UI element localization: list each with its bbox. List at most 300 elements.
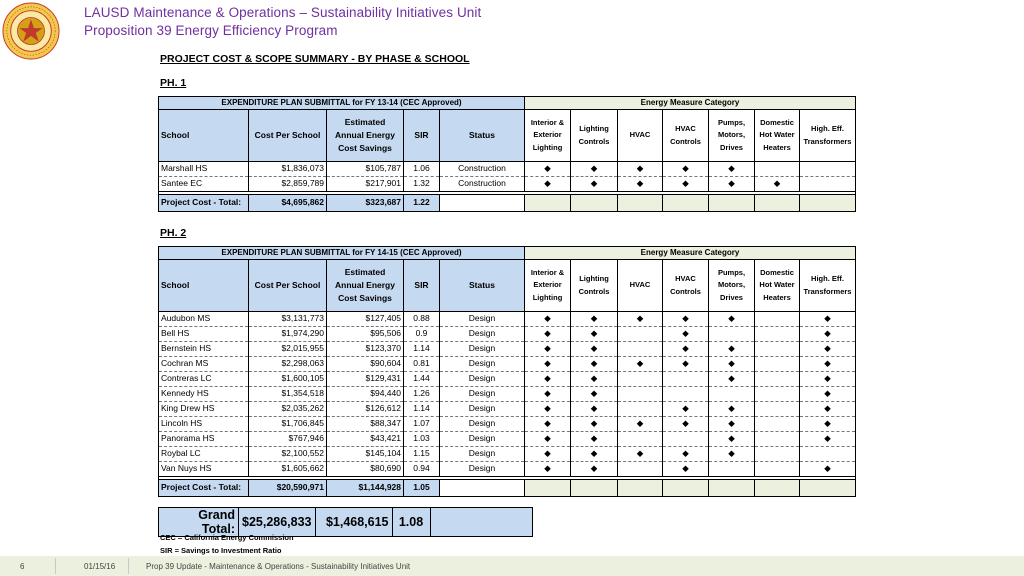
measure-cell (663, 387, 709, 402)
footer-text: Prop 39 Update - Maintenance & Operations - Sustainability Initiatives Unit (146, 562, 411, 571)
measure-cell (663, 462, 709, 477)
total-measure-blank (800, 195, 856, 212)
energy-savings: $145,104 (327, 447, 404, 462)
diamond-marker-icon: ◆ (682, 328, 689, 339)
cost-per-school: $1,605,662 (249, 462, 327, 477)
status-value: Design (440, 432, 525, 447)
diamond-marker-icon: ◆ (544, 418, 551, 429)
energy-savings: $88,347 (327, 417, 404, 432)
table-row (159, 342, 856, 357)
measure-cell (525, 462, 571, 477)
diamond-marker-icon: ◆ (544, 343, 551, 354)
diamond-marker-icon: ◆ (728, 313, 735, 324)
school-name: Cochran MS (159, 357, 249, 372)
measure-cell (755, 177, 800, 192)
status-value: Construction (440, 177, 525, 192)
col-status: Status (440, 110, 525, 162)
table-row (159, 417, 856, 432)
measure-cell (709, 342, 755, 357)
diamond-marker-icon: ◆ (544, 178, 551, 189)
diamond-marker-icon: ◆ (590, 313, 598, 324)
measure-cell (755, 327, 800, 342)
cost-per-school: $1,706,845 (249, 417, 327, 432)
status-value: Design (440, 402, 525, 417)
diamond-marker-icon: ◆ (824, 373, 831, 384)
measure-cell (800, 402, 856, 417)
col-measure: HVAC Controls (663, 260, 709, 312)
col-measure: Lighting Controls (571, 110, 618, 162)
diamond-marker-icon: ◆ (544, 388, 551, 399)
measure-cell (800, 162, 856, 177)
measure-cell (663, 357, 709, 372)
plan-header: EXPENDITURE PLAN SUBMITTAL for FY 14-15 (CEC Approved) (159, 247, 525, 260)
total-measure-blank (618, 480, 663, 497)
measure-cell (755, 462, 800, 477)
diamond-marker-icon: ◆ (590, 178, 598, 189)
cost-per-school: $2,859,789 (249, 177, 327, 192)
diamond-marker-icon: ◆ (728, 403, 735, 414)
diamond-marker-icon: ◆ (636, 313, 644, 324)
diamond-marker-icon: ◆ (824, 358, 831, 369)
measure-cell (618, 357, 663, 372)
sir-value: 0.9 (404, 327, 440, 342)
measure-cell (663, 162, 709, 177)
diamond-marker-icon: ◆ (544, 373, 551, 384)
diamond-marker-icon: ◆ (544, 403, 551, 414)
col-status: Status (440, 260, 525, 312)
sir-value: 0.88 (404, 312, 440, 327)
measure-cell (525, 432, 571, 447)
diamond-marker-icon: ◆ (824, 328, 831, 339)
sir-value: 1.14 (404, 402, 440, 417)
col-school: School (159, 110, 249, 162)
measure-cell (525, 357, 571, 372)
diamond-marker-icon: ◆ (682, 358, 689, 369)
grand-total-label: Grand Total: (159, 508, 239, 537)
table-row (159, 387, 856, 402)
measure-cell (800, 462, 856, 477)
measure-cell (755, 432, 800, 447)
col-school: School (159, 260, 249, 312)
measure-cell (525, 417, 571, 432)
diamond-marker-icon: ◆ (544, 358, 551, 369)
sir-value: 1.26 (404, 387, 440, 402)
total-measure-blank (663, 195, 709, 212)
table-row (159, 432, 856, 447)
col-measure: Lighting Controls (571, 260, 618, 312)
diamond-marker-icon: ◆ (544, 163, 551, 174)
col-cost: Cost Per School (249, 110, 327, 162)
measure-cell (709, 372, 755, 387)
measure-cell (525, 177, 571, 192)
diamond-marker-icon: ◆ (728, 178, 735, 189)
diamond-marker-icon: ◆ (590, 463, 598, 474)
col-measure: Interior & Exterior Lighting (525, 110, 571, 162)
energy-savings: $123,370 (327, 342, 404, 357)
diamond-marker-icon: ◆ (590, 163, 598, 174)
school-name: King Drew HS (159, 402, 249, 417)
grand-total-savings: $1,468,615 (315, 508, 392, 537)
col-savings (327, 110, 404, 162)
measure-cell (800, 417, 856, 432)
footer-divider (55, 558, 56, 574)
school-name: Van Nuys HS (159, 462, 249, 477)
measure-cell (618, 162, 663, 177)
measure-cell (663, 447, 709, 462)
energy-savings: $105,787 (327, 162, 404, 177)
col-measure: HVAC (618, 260, 663, 312)
diamond-marker-icon: ◆ (728, 343, 735, 354)
diamond-marker-icon: ◆ (636, 448, 644, 459)
measure-cell (755, 402, 800, 417)
total-blank (440, 195, 525, 212)
diamond-marker-icon: ◆ (682, 418, 689, 429)
diamond-marker-icon: ◆ (590, 448, 598, 459)
energy-savings: $126,612 (327, 402, 404, 417)
measure-cell (709, 432, 755, 447)
status-value: Design (440, 462, 525, 477)
table-row (159, 357, 856, 372)
measure-cell (709, 447, 755, 462)
table-row (159, 162, 856, 177)
phase2-label: PH. 2 (160, 227, 187, 239)
measure-cell (571, 417, 618, 432)
status-value: Design (440, 447, 525, 462)
diamond-marker-icon: ◆ (590, 358, 598, 369)
cost-per-school: $1,354,518 (249, 387, 327, 402)
measure-cell (663, 417, 709, 432)
col-measure: Pumps, Motors, Drives (709, 110, 755, 162)
measure-cell (800, 387, 856, 402)
measure-cell (525, 342, 571, 357)
total-row (159, 480, 856, 497)
measure-cell (709, 162, 755, 177)
status-value: Construction (440, 162, 525, 177)
measure-cell (709, 357, 755, 372)
measure-cell (755, 162, 800, 177)
total-measure-blank (709, 195, 755, 212)
table-row (159, 177, 856, 192)
total-measure-blank (709, 480, 755, 497)
measure-cell (755, 387, 800, 402)
energy-savings: $129,431 (327, 372, 404, 387)
diamond-marker-icon: ◆ (682, 448, 689, 459)
col-savings-line: Cost Savings (338, 143, 392, 153)
status-value: Design (440, 312, 525, 327)
table-row (159, 312, 856, 327)
energy-savings: $90,604 (327, 357, 404, 372)
sir-value: 1.15 (404, 447, 440, 462)
diamond-marker-icon: ◆ (544, 448, 551, 459)
diamond-marker-icon: ◆ (636, 178, 644, 189)
measure-cell (571, 402, 618, 417)
table-row (159, 372, 856, 387)
sir-value: 1.06 (404, 162, 440, 177)
diamond-marker-icon: ◆ (590, 388, 598, 399)
diamond-marker-icon: ◆ (824, 463, 831, 474)
measure-cell (618, 327, 663, 342)
diamond-marker-icon: ◆ (728, 163, 735, 174)
measure-cell (800, 327, 856, 342)
col-measure: Interior & Exterior Lighting (525, 260, 571, 312)
measure-cell (571, 177, 618, 192)
col-measure: HVAC (618, 110, 663, 162)
sir-value: 1.14 (404, 342, 440, 357)
diamond-marker-icon: ◆ (728, 358, 735, 369)
measure-cell (755, 312, 800, 327)
measure-cell (618, 432, 663, 447)
energy-savings: $43,421 (327, 432, 404, 447)
measure-cell (571, 162, 618, 177)
diamond-marker-icon: ◆ (682, 343, 689, 354)
status-value: Design (440, 417, 525, 432)
diamond-marker-icon: ◆ (590, 418, 598, 429)
total-measure-blank (525, 195, 571, 212)
col-measure: High. Eff. Transformers (800, 260, 856, 312)
grand-total-sir: 1.08 (392, 508, 430, 537)
measure-cell (571, 447, 618, 462)
diamond-marker-icon: ◆ (590, 433, 598, 444)
measure-cell (571, 357, 618, 372)
measure-cell (618, 342, 663, 357)
measure-cell (525, 387, 571, 402)
diamond-marker-icon: ◆ (728, 418, 735, 429)
total-measure-blank (571, 195, 618, 212)
measure-cell (800, 447, 856, 462)
footer-date: 01/15/16 (84, 562, 116, 571)
measure-cell (755, 417, 800, 432)
energy-savings: $217,901 (327, 177, 404, 192)
measure-cell (755, 342, 800, 357)
status-value: Design (440, 372, 525, 387)
measure-cell (571, 312, 618, 327)
total-sir: 1.05 (404, 480, 440, 497)
diamond-marker-icon: ◆ (682, 313, 689, 324)
footer-bar (0, 556, 1024, 576)
cost-per-school: $1,836,073 (249, 162, 327, 177)
school-name: Bernstein HS (159, 342, 249, 357)
status-value: Design (440, 327, 525, 342)
header-title: LAUSD Maintenance & Operations – Sustainability Initiatives Unit (84, 5, 482, 20)
measure-cell (525, 162, 571, 177)
total-measure-blank (525, 480, 571, 497)
col-measure: High. Eff. Transformers (800, 110, 856, 162)
grand-total-cost: $25,286,833 (239, 508, 316, 537)
sir-value: 1.07 (404, 417, 440, 432)
measure-cell (663, 342, 709, 357)
col-savings-line: Cost Savings (338, 293, 392, 303)
measure-cell (800, 312, 856, 327)
col-savings-line: Annual Energy (335, 280, 395, 290)
school-name: Kennedy HS (159, 387, 249, 402)
col-sir: SIR (404, 260, 440, 312)
table-row (159, 462, 856, 477)
measure-cell (755, 372, 800, 387)
sir-value: 1.32 (404, 177, 440, 192)
total-measure-blank (755, 480, 800, 497)
diamond-marker-icon: ◆ (824, 403, 831, 414)
col-savings-line: Annual Energy (335, 130, 395, 140)
measure-cell (663, 432, 709, 447)
measure-cell (618, 312, 663, 327)
plan-header: EXPENDITURE PLAN SUBMITTAL for FY 13-14 (CEC Approved) (159, 97, 525, 110)
diamond-marker-icon: ◆ (636, 418, 644, 429)
col-savings (327, 260, 404, 312)
diamond-marker-icon: ◆ (824, 313, 831, 324)
school-name: Bell HS (159, 327, 249, 342)
measure-cell (800, 357, 856, 372)
diamond-marker-icon: ◆ (590, 403, 598, 414)
cost-per-school: $2,100,552 (249, 447, 327, 462)
school-name: Lincoln HS (159, 417, 249, 432)
total-blank (440, 480, 525, 497)
measure-cell (709, 387, 755, 402)
status-value: Design (440, 342, 525, 357)
energy-category-header: Energy Measure Category (525, 97, 856, 110)
diamond-marker-icon: ◆ (682, 178, 689, 189)
diamond-marker-icon: ◆ (636, 358, 644, 369)
measure-cell (755, 447, 800, 462)
status-value: Design (440, 387, 525, 402)
diamond-marker-icon: ◆ (773, 178, 781, 189)
total-row (159, 195, 856, 212)
total-savings: $323,687 (327, 195, 404, 212)
grand-total-blank (430, 508, 532, 537)
diamond-marker-icon: ◆ (590, 343, 598, 354)
cost-per-school: $2,015,955 (249, 342, 327, 357)
col-measure: Domestic Hot Water Heaters (755, 110, 800, 162)
diamond-marker-icon: ◆ (728, 373, 735, 384)
measure-cell (709, 417, 755, 432)
measure-cell (618, 447, 663, 462)
measure-cell (618, 177, 663, 192)
cost-per-school: $2,035,262 (249, 402, 327, 417)
total-cost: $20,590,971 (249, 480, 327, 497)
total-sir: 1.22 (404, 195, 440, 212)
diamond-marker-icon: ◆ (590, 328, 598, 339)
measure-cell (800, 432, 856, 447)
summary-title: PROJECT COST & SCOPE SUMMARY - BY PHASE & SCHOOL (160, 53, 470, 65)
col-savings-line: Estimated (344, 117, 386, 127)
measure-cell (571, 372, 618, 387)
total-measure-blank (663, 480, 709, 497)
col-savings-line: Estimated (344, 267, 386, 277)
col-measure: Pumps, Motors, Drives (709, 260, 755, 312)
measure-cell (709, 312, 755, 327)
total-measure-blank (571, 480, 618, 497)
measure-cell (525, 327, 571, 342)
diamond-marker-icon: ◆ (728, 448, 735, 459)
school-name: Santee EC (159, 177, 249, 192)
phase2-table (158, 246, 856, 497)
col-cost: Cost Per School (249, 260, 327, 312)
measure-cell (800, 177, 856, 192)
diamond-marker-icon: ◆ (544, 313, 551, 324)
diamond-marker-icon: ◆ (728, 433, 735, 444)
total-measure-blank (618, 195, 663, 212)
diamond-marker-icon: ◆ (544, 463, 551, 474)
note-sir: SIR = Savings to Investment Ratio (160, 546, 282, 555)
measure-cell (618, 462, 663, 477)
table-row (159, 327, 856, 342)
lausd-seal-logo (2, 2, 60, 60)
cost-per-school: $3,131,773 (249, 312, 327, 327)
phase1-label: PH. 1 (160, 77, 187, 89)
measure-cell (525, 402, 571, 417)
total-cost: $4,695,862 (249, 195, 327, 212)
measure-cell (571, 387, 618, 402)
diamond-marker-icon: ◆ (544, 328, 551, 339)
diamond-marker-icon: ◆ (544, 433, 551, 444)
table-row (159, 447, 856, 462)
col-measure: HVAC Controls (663, 110, 709, 162)
cost-per-school: $1,974,290 (249, 327, 327, 342)
phase1-table (158, 96, 856, 212)
diamond-marker-icon: ◆ (682, 403, 689, 414)
measure-cell (571, 327, 618, 342)
measure-cell (663, 402, 709, 417)
diamond-marker-icon: ◆ (824, 388, 831, 399)
energy-savings: $127,405 (327, 312, 404, 327)
cost-per-school: $2,298,063 (249, 357, 327, 372)
note-cec: CEC = California Energy Commission (160, 533, 294, 542)
page-number: 6 (20, 562, 25, 571)
measure-cell (525, 312, 571, 327)
measure-cell (709, 327, 755, 342)
measure-cell (663, 327, 709, 342)
measure-cell (618, 402, 663, 417)
diamond-marker-icon: ◆ (824, 343, 831, 354)
diamond-marker-icon: ◆ (590, 373, 598, 384)
diamond-marker-icon: ◆ (682, 163, 689, 174)
diamond-marker-icon: ◆ (824, 418, 831, 429)
measure-cell (663, 372, 709, 387)
measure-cell (571, 462, 618, 477)
diamond-marker-icon: ◆ (824, 433, 831, 444)
measure-cell (525, 447, 571, 462)
measure-cell (709, 177, 755, 192)
measure-cell (571, 432, 618, 447)
measure-cell (709, 462, 755, 477)
measure-cell (663, 312, 709, 327)
sir-value: 1.03 (404, 432, 440, 447)
measure-cell (755, 357, 800, 372)
cost-per-school: $767,946 (249, 432, 327, 447)
measure-cell (800, 372, 856, 387)
total-measure-blank (800, 480, 856, 497)
measure-cell (800, 342, 856, 357)
diamond-marker-icon: ◆ (636, 163, 644, 174)
table-row (159, 402, 856, 417)
sir-value: 0.81 (404, 357, 440, 372)
total-label: Project Cost - Total: (159, 195, 249, 212)
cost-per-school: $1,600,105 (249, 372, 327, 387)
sir-value: 1.44 (404, 372, 440, 387)
total-savings: $1,144,928 (327, 480, 404, 497)
status-value: Design (440, 357, 525, 372)
measure-cell (618, 417, 663, 432)
energy-category-header: Energy Measure Category (525, 247, 856, 260)
total-label: Project Cost - Total: (159, 480, 249, 497)
measure-cell (571, 342, 618, 357)
energy-savings: $95,506 (327, 327, 404, 342)
measure-cell (618, 387, 663, 402)
measure-cell (618, 372, 663, 387)
school-name: Roybal LC (159, 447, 249, 462)
school-name: Panorama HS (159, 432, 249, 447)
school-name: Audubon MS (159, 312, 249, 327)
energy-savings: $94,440 (327, 387, 404, 402)
